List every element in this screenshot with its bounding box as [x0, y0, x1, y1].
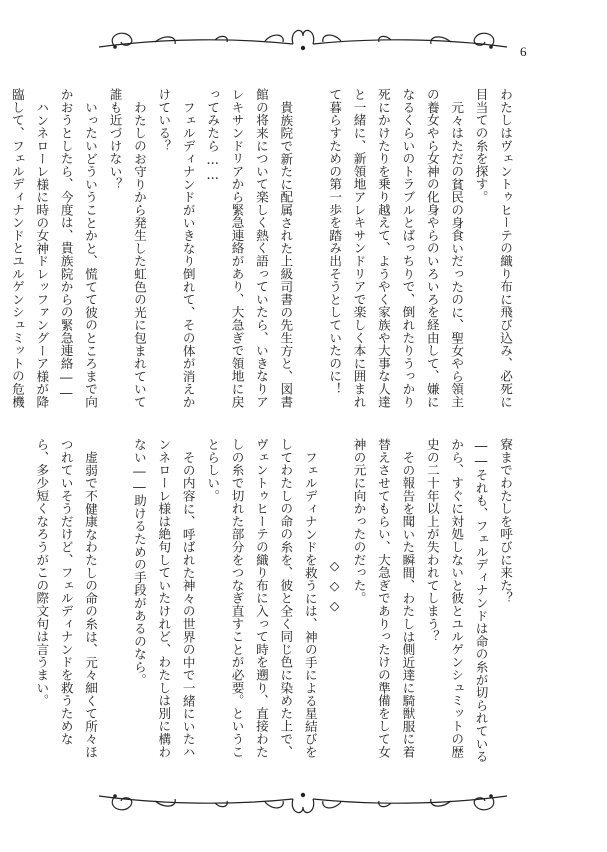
paragraph: ――それも、フェルディナンドは命の糸が切られているから、すぐに対処しないと彼とユルゲンシュミットの歴史の二十年以上が失われてしまう？: [424, 438, 489, 763]
lower-text-block: [34, 438, 517, 768]
upper-text-block: [9, 88, 517, 418]
blank-line: [297, 88, 321, 418]
paragraph: わたしはヴェントゥヒーテの織り布に飛び込み、必死に目当ての糸を探す。: [473, 88, 513, 408]
bottom-ornament: [95, 783, 511, 823]
paragraph: いったいどういうことかと、慌てて彼のところまで向かおうとしたら、今度は、貴族院からの緊急連絡――: [58, 88, 99, 408]
paragraph: ハンネローレ様に時の女神ドレッファングーア様が降臨して、フェルディナンドとユルゲンシュミットの危機: [9, 88, 50, 408]
paragraph: わたしのお守りから発生した虹色の光に包まれていて誰も近づけない？: [107, 88, 147, 408]
paragraph: 虚弱で不健康なわたしの命の糸は、元々細くて所々ほつれていそうだけど、フェルディナンドを救うためなら、多少短くなろうがこの際文句は言うまい。: [34, 438, 99, 758]
paragraph: 貴族院で新たに配属された上級司書の先生方と、図書館の将来について楽しく熱く語っていたら、いきなりアレキサンドリアから緊急連絡があり、大急ぎで領地に戻ってみたら……: [205, 88, 294, 408]
top-ornament: [95, 20, 511, 60]
blank-line: [102, 438, 126, 768]
paragraph: その内容に、呼ばれた神々の世界の中で一緒にいたハンネローレ様は絶句していたけれど、わたしは別に構わない――助けるための手段があるのなら。: [131, 438, 196, 758]
scene-break-marks: ◇◇◇: [327, 557, 343, 618]
paragraph: フェルディナンドを救うには、神の手による星結びをしてわたしの命の糸を、彼と全く同じ色に染めた上で、ヴェントゥヒーテの織り布に入って時を遡り、直接わたしの糸で切れた部分をつなぎ直すことが必要。ということらしい。: [205, 438, 318, 758]
paragraph: フェルディナンドがいきなり倒れて、その体が消えかけている？: [156, 88, 196, 408]
paragraph: その報告を聞いた瞬間、わたしは側近達に騎獣服に着替えさせてもらい、大急ぎでありったけの準備をして女神の元に向かったのだった。: [351, 438, 416, 758]
paragraph: 元々はただの貧民の身食いだったのに、聖女やら領主の養女やら女神の化身やらのいろいろを経由して、嫌になるくらいのトラブルとばっちりで、倒れたりうっかり死にかけたりを乗り越えて、ようやく家族や大事な人達と一緒に、新領地アレキサンドリアで楽しく本に囲まれて暮らすための第一歩を踏み出そうとしていたのに！: [327, 88, 465, 408]
page-number: 6: [520, 44, 527, 59]
paragraph: 寮までわたしを呼びに来た？: [498, 438, 513, 605]
